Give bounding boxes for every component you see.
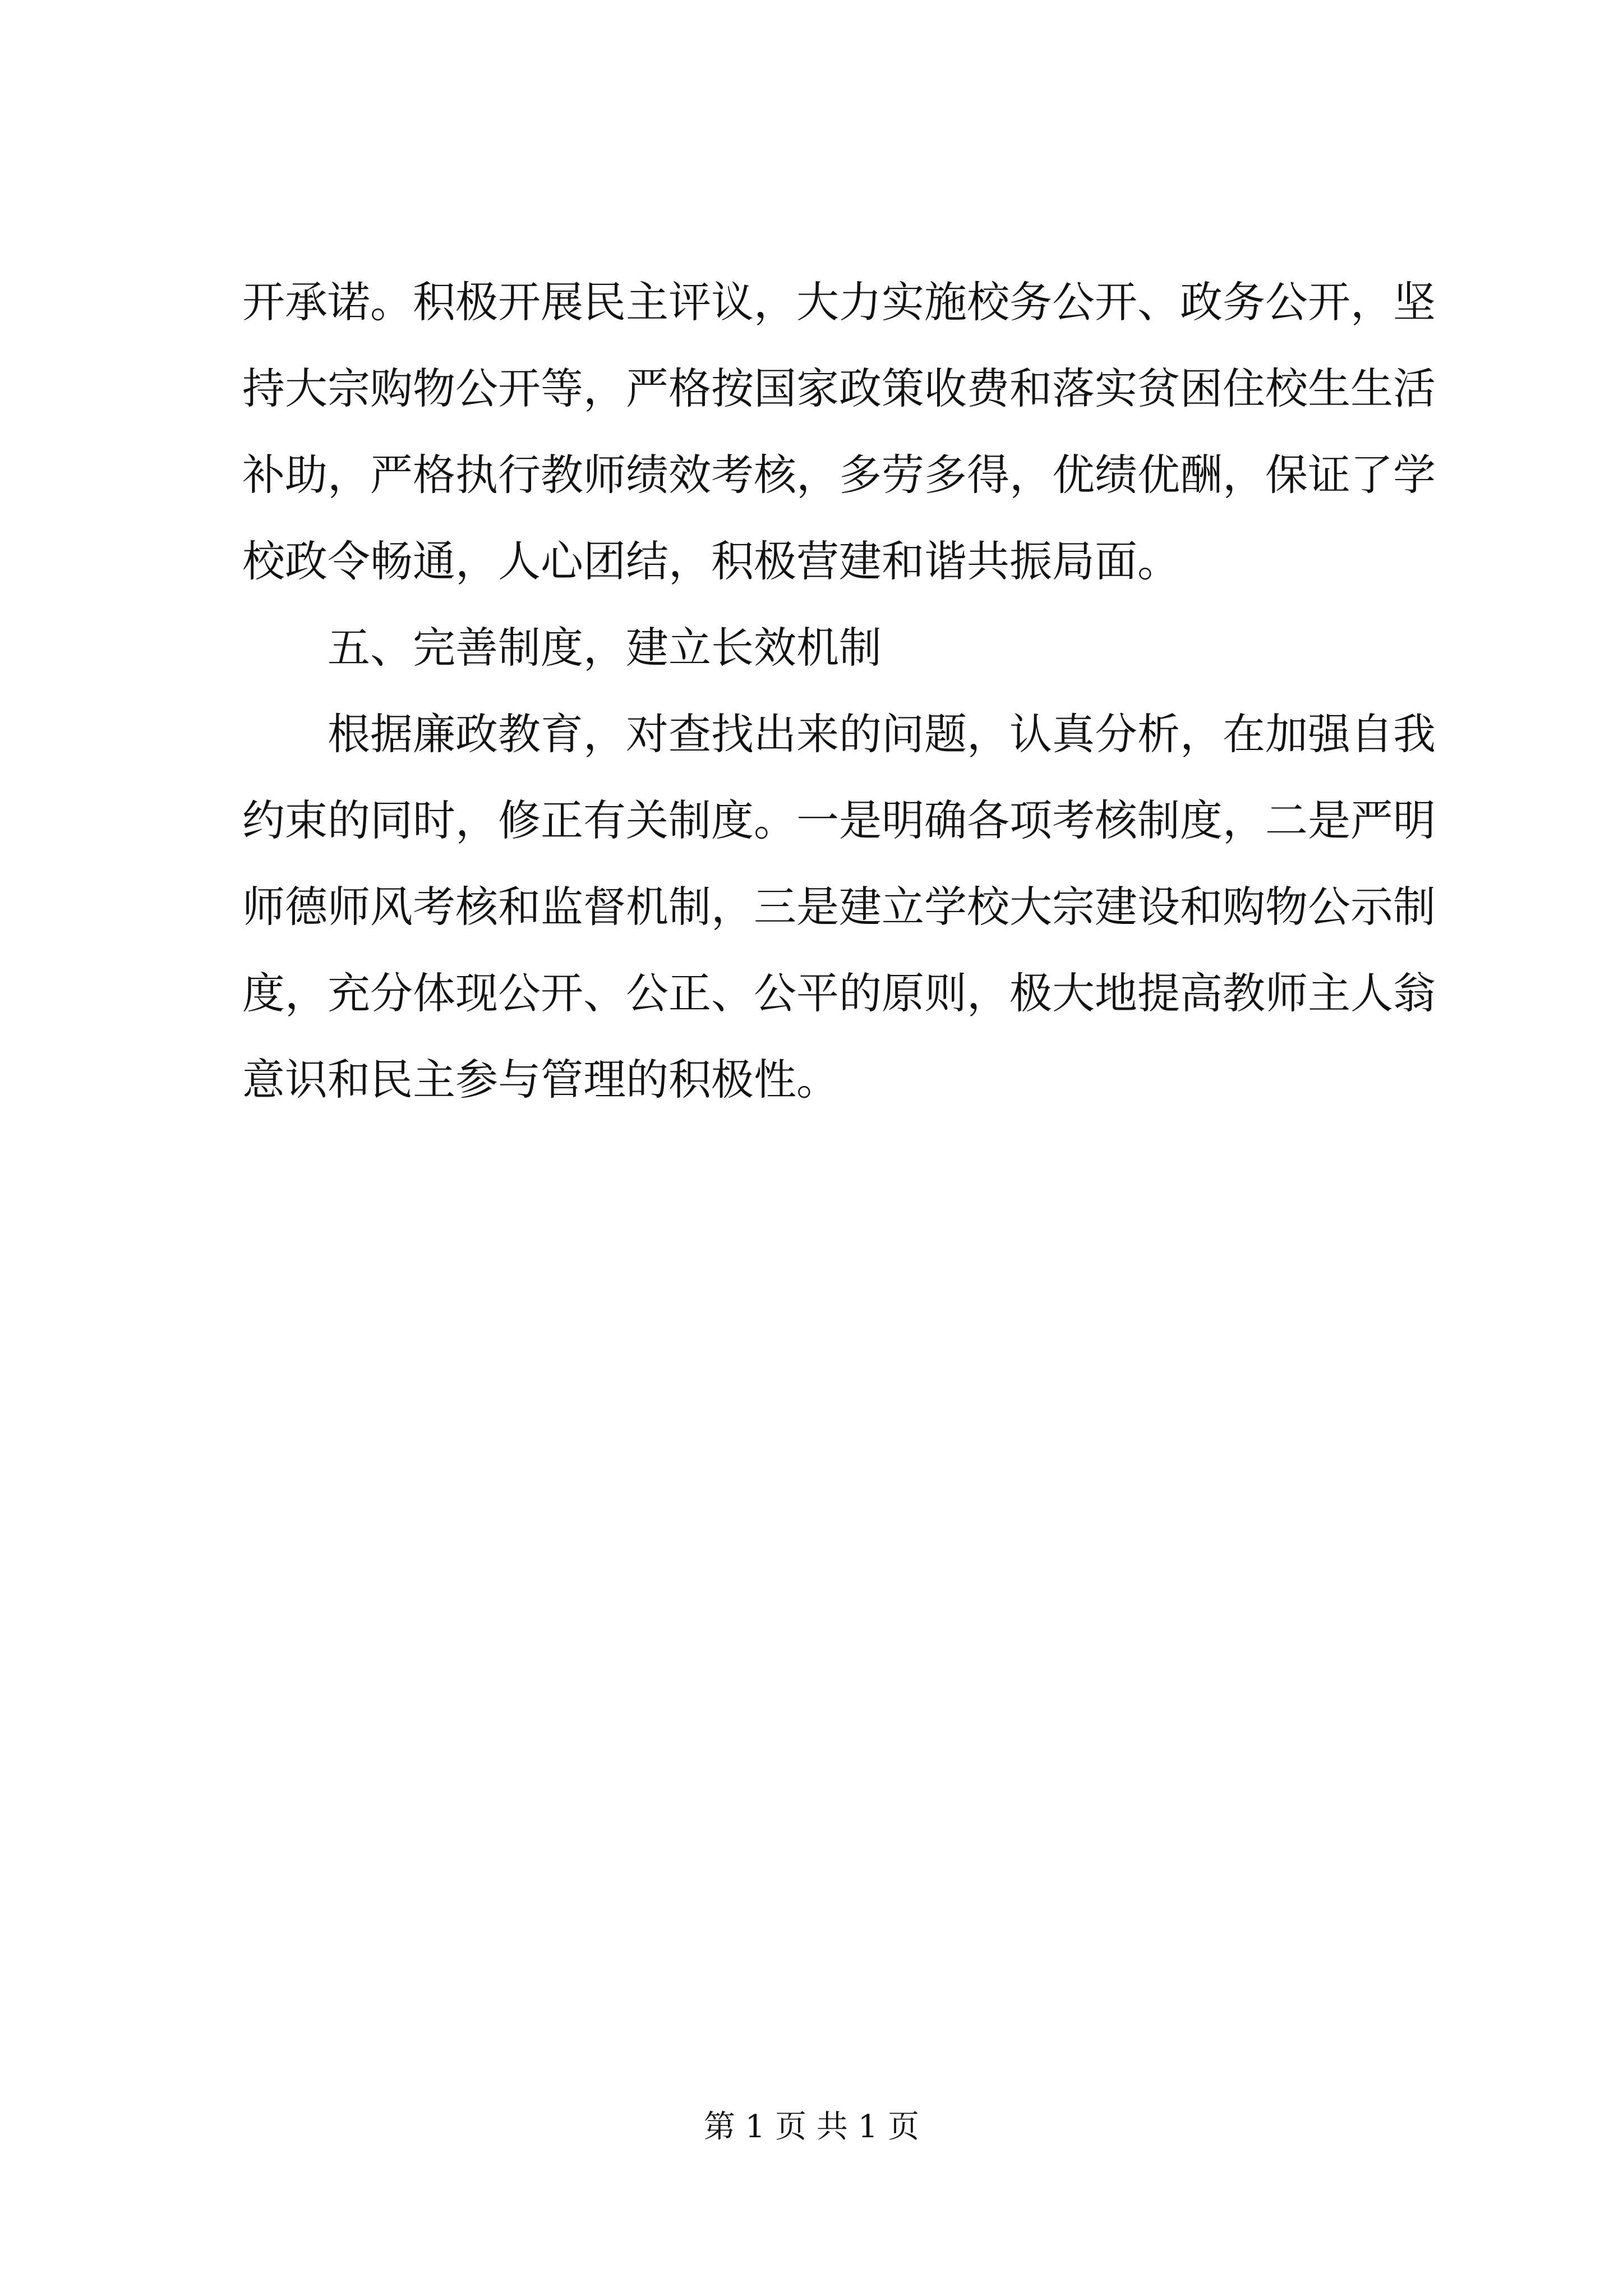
page-footer: 第 1 页 共 1 页 [703, 2109, 920, 2145]
paragraph-1 [242, 259, 1436, 605]
text-line: 根据廉政教育，对查找出来的问题，认真分析，在加强自我 [328, 709, 1436, 759]
section-heading [242, 605, 1433, 691]
text-line: 校政令畅通，人心团结，积极营建和谐共振局面。 [242, 536, 1180, 586]
text-line: 开承诺。积极开展民主评议，大力实施校务公开、政务公开，坚 [242, 277, 1436, 327]
document-body [242, 259, 1436, 1123]
text-line: 意识和民主参与管理的积极性。 [242, 1055, 839, 1105]
text-line: 度，充分体现公开、公正、公平的原则，极大地提高教师主人翁 [242, 968, 1436, 1018]
text-line: 约束的同时，修正有关制度。一是明确各项考核制度，二是严明 [242, 795, 1436, 845]
paragraph-2 [242, 691, 1436, 1123]
heading-text: 五、完善制度，建立长效机制 [328, 623, 882, 673]
text-line: 持大宗购物公开等，严格按国家政策收费和落实贫困住校生生活 [242, 364, 1436, 413]
text-line: 师德师风考核和监督机制，三是建立学校大宗建设和购物公示制 [242, 882, 1436, 932]
text-line: 补助，严格执行教师绩效考核，多劳多得，优绩优酬，保证了学 [242, 450, 1436, 500]
